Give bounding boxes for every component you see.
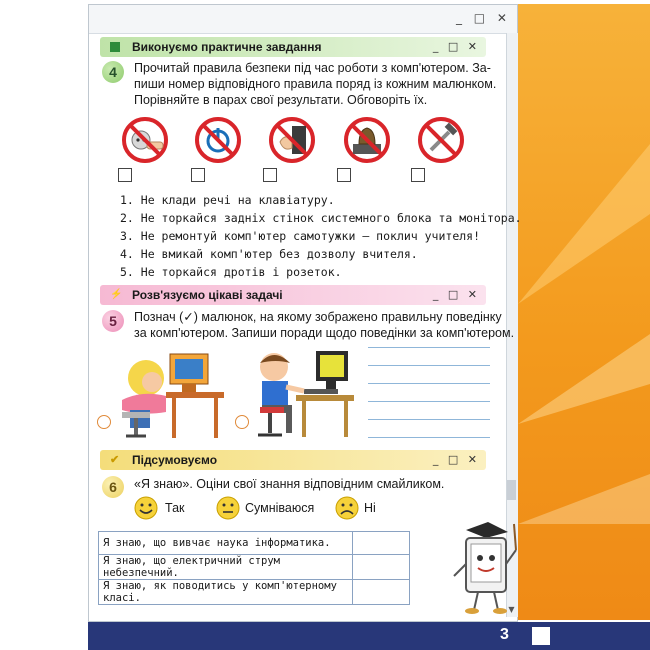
answer-line[interactable] bbox=[368, 437, 490, 438]
section-header-summary bbox=[100, 450, 486, 470]
girl-at-computer-illustration bbox=[108, 350, 226, 440]
window-titlebar bbox=[89, 5, 517, 34]
sign-answer-box[interactable] bbox=[337, 168, 351, 182]
section-controls[interactable]: _ □ ✕ bbox=[432, 288, 480, 301]
table-cell-statement: Я знаю, що вивчає наука інформатика. bbox=[99, 532, 353, 555]
table-cell-answer[interactable] bbox=[353, 580, 410, 605]
section-controls[interactable]: _ □ ✕ bbox=[432, 40, 480, 53]
tablet-mascot-illustration bbox=[452, 516, 518, 616]
task5-line: Познач (✓) малюнок, на якому зображено правильну поведінку bbox=[134, 310, 502, 324]
table-cell-statement: Я знаю, як поводитись у комп'ютерному класі. bbox=[99, 580, 353, 605]
happy-smiley-icon[interactable] bbox=[134, 496, 158, 520]
scroll-down-arrow-icon[interactable]: ▼ bbox=[508, 605, 515, 614]
task4-instructions bbox=[134, 60, 496, 108]
hand-monitor-back-sign-icon bbox=[268, 116, 316, 164]
table-row bbox=[99, 580, 410, 605]
tools-sign-icon bbox=[417, 116, 465, 164]
answer-line[interactable] bbox=[368, 419, 490, 420]
task-number-4: 4 bbox=[102, 61, 124, 83]
task-number-6: 6 bbox=[102, 476, 124, 498]
answer-line[interactable] bbox=[368, 383, 490, 384]
task5-instructions bbox=[134, 309, 514, 341]
boy-at-computer-illustration bbox=[238, 345, 356, 440]
section-header-problems bbox=[100, 285, 486, 305]
task-number-5: 5 bbox=[102, 310, 124, 332]
finger-outlet-sign-icon bbox=[121, 116, 169, 164]
answer-line[interactable] bbox=[368, 401, 490, 402]
choice-circle[interactable] bbox=[235, 415, 249, 429]
section-title: Виконуємо практичне завдання bbox=[132, 40, 322, 54]
orange-side-decoration bbox=[518, 4, 650, 620]
sign-answer-box[interactable] bbox=[191, 168, 205, 182]
items-on-keyboard-sign-icon bbox=[343, 116, 391, 164]
table-cell-answer[interactable] bbox=[353, 555, 410, 580]
page-number: 3 bbox=[500, 626, 509, 643]
checkmark-icon: ✔ bbox=[110, 454, 120, 466]
option-label-doubt: Сумніваюся bbox=[245, 501, 315, 515]
safety-rule: 4. Не вмикай комп'ютер без дозволу вчителя. bbox=[120, 247, 418, 261]
power-button-sign-icon bbox=[194, 116, 242, 164]
table-row bbox=[99, 532, 410, 555]
sign-answer-box[interactable] bbox=[263, 168, 277, 182]
task4-line: пиши номер відповідного правила поряд із кожним малюнком. bbox=[134, 77, 497, 91]
table-cell-statement: Я знаю, що електричний струм небезпечний. bbox=[99, 555, 353, 580]
light-rays-decoration bbox=[518, 4, 650, 620]
option-label-yes: Так bbox=[165, 501, 185, 515]
scrollbar-thumb[interactable] bbox=[507, 480, 516, 500]
table-cell-answer[interactable] bbox=[353, 532, 410, 555]
safety-rule: 1. Не клади речі на клавіатуру. bbox=[120, 193, 335, 207]
sad-smiley-icon[interactable] bbox=[335, 496, 359, 520]
answer-line[interactable] bbox=[368, 365, 490, 366]
table-row bbox=[99, 555, 410, 580]
section-header-practice bbox=[100, 37, 486, 57]
task4-line: Прочитай правила безпеки під час роботи з комп'ютером. За- bbox=[134, 61, 491, 75]
lightning-icon: ⚡ bbox=[110, 289, 123, 300]
section-title: Розв'язуємо цікаві задачі bbox=[132, 288, 283, 302]
choice-circle[interactable] bbox=[97, 415, 111, 429]
bottom-bar bbox=[88, 622, 650, 650]
section-title: Підсумовуємо bbox=[132, 453, 218, 467]
safety-rule: 3. Не ремонтуй комп'ютер самотужки — поклич учителя! bbox=[120, 229, 481, 243]
sign-answer-box[interactable] bbox=[411, 168, 425, 182]
sign-answer-box[interactable] bbox=[118, 168, 132, 182]
answer-line[interactable] bbox=[368, 347, 490, 348]
task6-instructions: «Я знаю». Оціни свої знання відповідним смайликом. bbox=[134, 477, 445, 491]
safety-rule: 5. Не торкайся дротів і розеток. bbox=[120, 265, 342, 279]
section-controls[interactable]: _ □ ✕ bbox=[432, 453, 480, 466]
window-controls[interactable]: _ □ ✕ bbox=[455, 11, 511, 25]
task5-line: за комп'ютером. Запиши поради щодо поведінки за комп'ютером. bbox=[134, 326, 515, 340]
option-label-no: Ні bbox=[364, 501, 376, 515]
neutral-smiley-icon[interactable] bbox=[216, 496, 240, 520]
page-corner-box bbox=[532, 627, 550, 645]
safety-rule: 2. Не торкайся задніх стінок системного блока та монітора. bbox=[120, 211, 522, 225]
task4-line: Порівняйте в парах свої результати. Обговоріть їх. bbox=[134, 93, 428, 107]
square-marker-icon bbox=[110, 42, 120, 52]
self-assessment-table bbox=[98, 531, 410, 605]
